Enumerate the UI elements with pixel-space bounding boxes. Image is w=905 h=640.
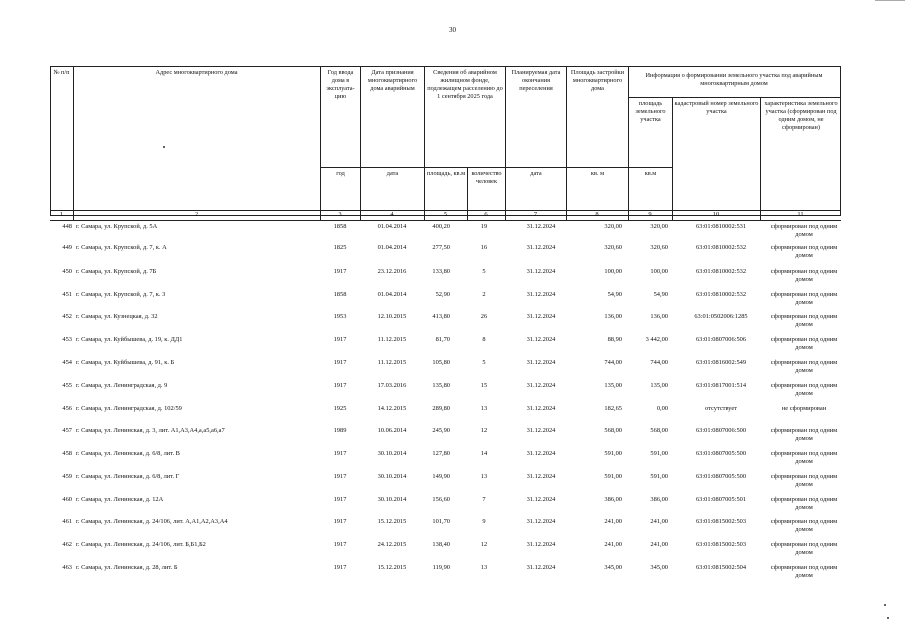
scan-speck	[884, 604, 886, 606]
row-built-area: 182,65	[604, 405, 622, 412]
row-count: 13	[480, 405, 488, 412]
row-address: г. Самара, ул. Ленинская, д. 28, лит. Б	[76, 564, 178, 571]
row-built-area: 744,00	[604, 359, 622, 366]
row-cadastral: 63:01:0815002:503	[695, 541, 747, 548]
header-land-area: площадь земельного участка	[635, 100, 666, 123]
row-number: 460	[62, 496, 72, 503]
row-plan-date: 31.12.2024	[526, 518, 556, 525]
row-count: 7	[482, 496, 486, 503]
unit-count: количество человек	[471, 170, 502, 185]
row-cadastral: 63:01:0815002:504	[695, 564, 747, 571]
row-cadastral: отсутствует	[705, 405, 737, 412]
row-number: 455	[62, 382, 72, 389]
row-year: 1825	[333, 244, 347, 251]
row-cadastral: 63:01:0502006:1285	[694, 313, 748, 320]
row-date: 11.12.2015	[377, 359, 407, 366]
page-number: 30	[449, 26, 456, 34]
row-characteristic: сформирован под одним домом	[770, 541, 838, 556]
row-year: 1989	[333, 427, 347, 434]
row-land-area: 3 442,00	[645, 336, 668, 343]
row-characteristic: не сформирован	[781, 405, 827, 412]
row-land-area: 591,00	[650, 450, 668, 457]
row-land-area: 568,00	[650, 427, 668, 434]
row-number: 449	[62, 244, 72, 251]
unit-built: кв. м	[590, 170, 605, 177]
row-year: 1917	[333, 382, 347, 389]
header-cadastral: кадастровый номер земельного участка	[674, 100, 759, 115]
row-land-area: 591,00	[650, 473, 668, 480]
row-built-area: 568,00	[604, 427, 622, 434]
colnum: 3	[338, 211, 342, 218]
row-built-area: 136,00	[604, 313, 622, 320]
row-year: 1917	[333, 336, 347, 343]
header-land-info: Информация о формировании земельного участка под аварийным многоквартирным домом	[645, 72, 823, 87]
row-plan-date: 31.12.2024	[526, 564, 556, 571]
row-cadastral: 63:01:0810002:531	[695, 223, 747, 230]
colnum: 5	[443, 211, 448, 218]
row-cadastral: 63:01:0807005:500	[695, 473, 747, 480]
row-year: 1917	[333, 541, 347, 548]
row-plan-date: 31.12.2024	[526, 313, 556, 320]
row-cadastral: 63:01:0807006:500	[695, 427, 747, 434]
row-characteristic: сформирован под одним домом	[770, 291, 838, 306]
row-land-area: 744,00	[650, 359, 668, 366]
row-year: 1917	[333, 518, 347, 525]
row-cadastral: 63:01:0810002:532	[695, 291, 747, 298]
row-land-area: 54,90	[653, 291, 668, 298]
row-date: 14.12.2015	[377, 405, 407, 412]
row-number: 453	[62, 336, 72, 343]
row-land-area: 0,00	[656, 405, 668, 412]
row-date: 01.04.2014	[377, 244, 407, 251]
row-year: 1917	[333, 450, 347, 457]
row-area: 127,80	[432, 450, 450, 457]
row-date: 11.12.2015	[377, 336, 407, 343]
row-plan-date: 31.12.2024	[526, 223, 556, 230]
row-date: 30.10.2014	[377, 450, 407, 457]
row-cadastral: 63:01:0810002:532	[695, 244, 747, 251]
row-count: 12	[480, 427, 488, 434]
header-year: Год ввода дома в эксплуата-цию	[326, 69, 355, 100]
colnum: 1	[59, 211, 64, 218]
row-plan-date: 31.12.2024	[526, 244, 556, 251]
row-area: 119,90	[432, 564, 450, 571]
row-address: г. Самара, ул. Крупской, д. 7, к. А	[76, 244, 167, 251]
scan-speck	[163, 146, 165, 148]
row-plan-date: 31.12.2024	[526, 496, 556, 503]
row-number: 462	[62, 541, 72, 548]
table-row	[50, 564, 841, 594]
row-cadastral: 63:01:0816002:549	[695, 359, 747, 366]
row-count: 26	[480, 313, 488, 320]
row-address: г. Самара, ул. Ленинская, д. 24/106, лит. Б,Б1,Б2	[76, 541, 206, 548]
row-land-area: 135,00	[650, 382, 668, 389]
row-year: 1925	[333, 405, 347, 412]
row-characteristic: сформирован под одним домом	[770, 473, 838, 488]
header-recognition: Дата признания многоквартирного дома аварийным	[367, 69, 418, 92]
row-plan-date: 31.12.2024	[526, 382, 556, 389]
colnum: 2	[194, 211, 199, 218]
unit-land: кв.м	[644, 170, 657, 177]
row-built-area: 591,00	[604, 473, 622, 480]
unit-plan-date: дата	[530, 170, 542, 177]
row-address: г. Самара, ул. Кузнецкая, д. 32	[76, 313, 158, 320]
row-cadastral: 63:01:0807006:506	[695, 336, 747, 343]
row-characteristic: сформирован под одним домом	[770, 496, 838, 511]
row-address: г. Самара, ул. Ленинская, д. 24/106, лит. А,А1,А2,А3,А4	[76, 518, 228, 525]
header-address: Адрес многоквартирного дома	[155, 69, 238, 76]
row-cadastral: 63:01:0807005:501	[695, 496, 747, 503]
row-number: 450	[62, 268, 72, 275]
row-number: 448	[62, 223, 72, 230]
row-land-area: 345,00	[650, 564, 668, 571]
row-plan-date: 31.12.2024	[526, 405, 556, 412]
row-area: 413,80	[432, 313, 450, 320]
header-planned: Планируемая дата окончания переселения	[511, 69, 561, 92]
header-built-area: Площадь застройки многоквартирного дома	[570, 69, 625, 92]
row-number: 451	[62, 291, 72, 298]
row-date: 15.12.2015	[377, 518, 407, 525]
row-plan-date: 31.12.2024	[526, 268, 556, 275]
colnum: 4	[390, 211, 394, 218]
row-address: г. Самара, ул. Куйбышева, д. 19, к. ДД1	[76, 336, 183, 343]
row-area: 289,80	[432, 405, 450, 412]
row-plan-date: 31.12.2024	[526, 473, 556, 480]
row-cadastral: 63:01:0815002:503	[695, 518, 747, 525]
row-address: г. Самара, ул. Крупской, д. 7Б	[76, 268, 157, 275]
row-address: г. Самара, ул. Ленинградская, д. 9	[76, 382, 168, 389]
row-built-area: 320,60	[604, 244, 622, 251]
row-characteristic: сформирован под одним домом	[770, 518, 838, 533]
row-built-area: 345,00	[604, 564, 622, 571]
row-plan-date: 31.12.2024	[526, 291, 556, 298]
row-plan-date: 31.12.2024	[526, 541, 556, 548]
row-characteristic: сформирован под одним домом	[770, 427, 838, 442]
row-plan-date: 31.12.2024	[526, 359, 556, 366]
row-address: г. Самара, ул. Крупской, д. 7, к. 3	[76, 291, 166, 298]
row-number: 463	[62, 564, 72, 571]
row-date: 23.12.2016	[377, 268, 407, 275]
colnum: 6	[484, 211, 488, 218]
row-area: 135,80	[432, 382, 450, 389]
row-cadastral: 63:01:0807005:500	[695, 450, 747, 457]
header-characteristic: характеристика земельного участка (сформирован под одним домом, не сформирован)	[764, 100, 838, 131]
row-number: 458	[62, 450, 72, 457]
row-count: 13	[480, 473, 488, 480]
row-built-area: 241,00	[604, 518, 622, 525]
colnum: 9	[648, 211, 652, 218]
row-cadastral: 63:01:0817001:514	[695, 382, 747, 389]
row-characteristic: сформирован под одним домом	[770, 564, 838, 579]
row-year: 1917	[333, 268, 347, 275]
colnum: 8	[595, 211, 599, 218]
row-number: 457	[62, 427, 72, 434]
row-area: 400,20	[432, 223, 450, 230]
row-date: 30.10.2014	[377, 496, 407, 503]
row-plan-date: 31.12.2024	[526, 427, 556, 434]
row-area: 105,80	[432, 359, 450, 366]
row-count: 16	[480, 244, 488, 251]
scan-edge-line	[875, 0, 905, 1]
row-year: 1953	[333, 313, 347, 320]
row-land-area: 241,00	[650, 518, 668, 525]
row-date: 10.06.2014	[377, 427, 407, 434]
row-year: 1858	[333, 291, 347, 298]
row-area: 81,70	[435, 336, 450, 343]
row-characteristic: сформирован под одним домом	[770, 223, 838, 238]
row-number: 461	[62, 518, 72, 525]
row-date: 24.12.2015	[377, 541, 407, 548]
row-built-area: 320,00	[604, 223, 622, 230]
row-characteristic: сформирован под одним домом	[770, 382, 838, 397]
row-date: 01.04.2014	[377, 291, 407, 298]
row-area: 277,50	[432, 244, 450, 251]
row-year: 1917	[333, 564, 347, 571]
row-area: 156,60	[432, 496, 450, 503]
row-address: г. Самара, ул. Ленинская, д. 6/8, лит. В	[76, 450, 180, 457]
row-year: 1917	[333, 473, 347, 480]
row-count: 9	[482, 518, 486, 525]
row-date: 12.10.2015	[377, 313, 407, 320]
row-address: г. Самара, ул. Ленинская, д. 12А	[76, 496, 164, 503]
row-characteristic: сформирован под одним домом	[770, 268, 838, 283]
row-count: 19	[480, 223, 488, 230]
header-no: № п/п	[53, 69, 70, 76]
row-date: 17.03.2016	[377, 382, 407, 389]
row-year: 1917	[333, 496, 347, 503]
row-year: 1917	[333, 359, 347, 366]
row-count: 12	[480, 541, 488, 548]
row-built-area: 591,00	[604, 450, 622, 457]
row-built-area: 100,00	[604, 268, 622, 275]
row-count: 15	[480, 382, 488, 389]
row-count: 5	[482, 268, 486, 275]
row-address: г. Самара, ул. Ленинская, д. 6/8, лит. Г	[76, 473, 180, 480]
scan-speck	[887, 617, 889, 619]
row-built-area: 88,90	[607, 336, 622, 343]
row-address: г. Самара, ул. Ленинская, д. 3, лит. А1,А3,А4,а,а5,а6,а7	[76, 427, 225, 434]
colnum: 10	[712, 211, 720, 218]
row-built-area: 386,00	[604, 496, 622, 503]
row-built-area: 135,00	[604, 382, 622, 389]
row-number: 454	[62, 359, 72, 366]
row-year: 1858	[333, 223, 347, 230]
row-plan-date: 31.12.2024	[526, 336, 556, 343]
row-number: 452	[62, 313, 72, 320]
colnum: 11	[797, 211, 804, 218]
row-date: 30.10.2014	[377, 473, 407, 480]
row-number: 456	[62, 405, 72, 412]
row-characteristic: сформирован под одним домом	[770, 244, 838, 259]
row-built-area: 54,90	[607, 291, 622, 298]
row-date: 15.12.2015	[377, 564, 407, 571]
row-land-area: 136,00	[650, 313, 668, 320]
header-fund: Сведения об аварийном жилищном фонде, подлежащем расселению до 1 сентября 2025 года	[427, 69, 503, 100]
row-land-area: 100,00	[650, 268, 668, 275]
row-cadastral: 63:01:0810002:532	[695, 268, 747, 275]
row-land-area: 241,00	[650, 541, 668, 548]
row-characteristic: сформирован под одним домом	[770, 359, 838, 374]
column-number-row	[50, 211, 841, 220]
row-address: г. Самара, ул. Ленинградская, д. 102/59	[76, 405, 182, 412]
row-plan-date: 31.12.2024	[526, 450, 556, 457]
row-number: 459	[62, 473, 72, 480]
row-address: г. Самара, ул. Куйбышева, д. 91, к. Б	[76, 359, 175, 366]
row-characteristic: сформирован под одним домом	[770, 313, 838, 328]
row-characteristic: сформирован под одним домом	[770, 336, 838, 351]
row-area: 149,90	[432, 473, 450, 480]
unit-area: площадь, кв.м	[426, 170, 466, 177]
row-area: 101,70	[432, 518, 450, 525]
row-area: 133,80	[432, 268, 450, 275]
row-count: 5	[482, 359, 486, 366]
row-count: 13	[480, 564, 488, 571]
unit-date: дата	[386, 170, 399, 177]
row-area: 245,90	[432, 427, 450, 434]
row-date: 01.04.2014	[377, 223, 407, 230]
row-land-area: 386,00	[650, 496, 668, 503]
row-address: г. Самара, ул. Крупской, д. 5А	[76, 223, 158, 230]
row-land-area: 320,00	[650, 223, 668, 230]
row-count: 2	[482, 291, 486, 298]
row-built-area: 241,00	[604, 541, 622, 548]
colnum: 7	[533, 211, 538, 218]
row-count: 8	[482, 336, 486, 343]
row-area: 52,90	[435, 291, 450, 298]
unit-year: год	[336, 170, 345, 177]
row-characteristic: сформирован под одним домом	[770, 450, 838, 465]
row-count: 14	[480, 450, 488, 457]
row-area: 138,40	[432, 541, 450, 548]
row-land-area: 320,60	[650, 244, 668, 251]
